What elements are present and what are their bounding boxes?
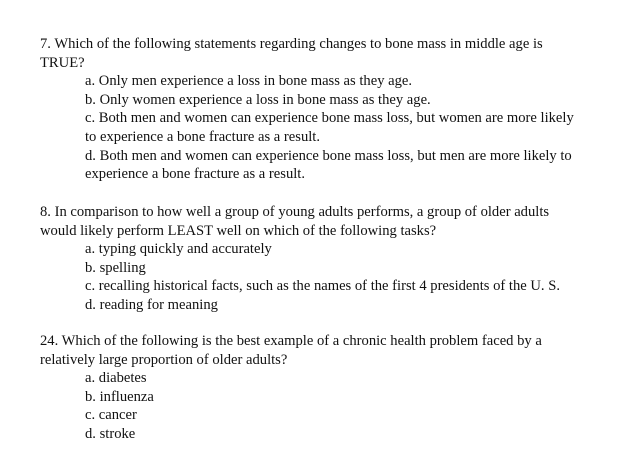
question-8 <box>40 203 588 315</box>
question-24-options <box>40 369 588 443</box>
question-7-option-b: b. Only women experience a loss in bone mass as they age. <box>85 91 431 108</box>
question-24 <box>40 332 588 444</box>
question-8-option-a: a. typing quickly and accurately <box>85 241 272 258</box>
question-7-option-c: c. Both men and women can experience bone mass loss, but women are more likely to experience a bone fracture as a result. <box>85 110 574 145</box>
question-7-stem: 7. Which of the following statements regarding changes to bone mass in middle age is TRUE? <box>40 36 543 71</box>
question-24-option-d: d. stroke <box>85 425 136 442</box>
question-7-option-a: a. Only men experience a loss in bone mass as they age. <box>85 73 413 90</box>
question-8-option-c: c. recalling historical facts, such as the names of the first 4 presidents of the U. S. <box>85 278 560 295</box>
question-8-option-d: d. reading for meaning <box>85 296 218 313</box>
question-8-options <box>40 240 588 314</box>
question-8-stem: 8. In comparison to how well a group of young adults performs, a group of older adults would likely perform LEAST well on which of the following tasks? <box>40 204 550 239</box>
question-7 <box>40 35 588 184</box>
question-7-option-d: d. Both men and women can experience bone mass loss, but men are more likely to experience a bone fracture as a result. <box>85 147 572 183</box>
question-24-option-b: b. influenza <box>85 388 154 405</box>
question-7-options <box>40 72 588 184</box>
question-24-option-a: a. diabetes <box>85 370 147 387</box>
question-24-option-c: c. cancer <box>85 407 137 424</box>
question-8-option-b: b. spelling <box>85 259 146 276</box>
question-24-stem: 24. Which of the following is the best example of a chronic health problem faced by a relatively large proportion of older adults? <box>40 333 542 368</box>
